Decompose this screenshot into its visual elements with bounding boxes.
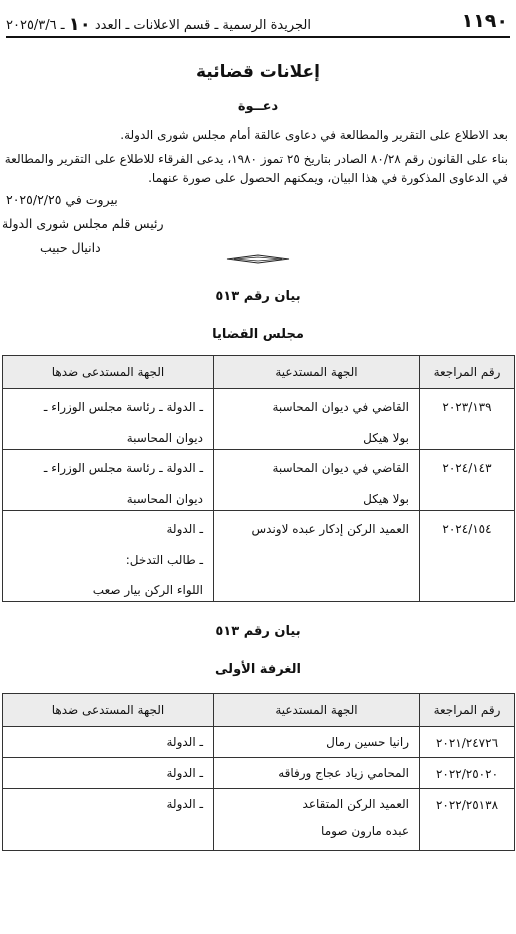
statement-1-table — [2, 355, 515, 602]
notice-body: بناء على القانون رقم ٨٠/٢٨ الصادر بتاريخ ٢٥ تموز ١٩٨٠، يدعى الفرقاء للاطلاع على التقرير والمطالعة في الدعاوى المذكورة في هذا البيان، ويمكنهم الحصول على صورة عنهما. — [4, 152, 508, 185]
table-header-row — [3, 694, 515, 727]
table-row — [3, 511, 515, 602]
respondent-cell — [3, 727, 214, 758]
respondent-cell — [3, 450, 214, 511]
column-header-respondent: الجهة المستدعى ضدها — [3, 356, 214, 389]
claimant-cell — [214, 758, 420, 789]
claimant-cell — [214, 511, 420, 602]
column-header-ref: رقم المراجعة — [420, 694, 515, 727]
claimant-cell — [214, 727, 420, 758]
statement-2-title: بيان رقم ٥١٣ — [215, 624, 301, 639]
issue-number: ١٠ — [68, 14, 91, 35]
running-header — [6, 10, 510, 38]
case-ref: ٢٠٢٢/٢٥١٣٨ — [420, 789, 515, 851]
section-title: إعلانات قضائية — [195, 62, 320, 82]
table-row — [3, 450, 515, 511]
issue-date: ـ ٢٠٢٥/٣/٦ — [6, 18, 65, 33]
case-ref: ٢٠٢٤/١٤٣ — [420, 450, 515, 511]
claimant-line: رانيا حسين رمال — [326, 735, 409, 749]
ornament-divider — [226, 254, 290, 264]
column-header-respondent: الجهة المستدعى ضدها — [3, 694, 214, 727]
table-row — [3, 758, 515, 789]
respondent-line: ـ الدولة — [166, 522, 203, 536]
column-header-claimant: الجهة المستدعية — [214, 694, 420, 727]
respondent-line: اللواء الركن بيار صعب — [92, 583, 203, 597]
statement-1-body: مجلس القضايا — [212, 327, 304, 342]
statement-2-table — [2, 693, 515, 851]
claimant-line: القاضي في ديوان المحاسبة — [272, 400, 409, 414]
respondent-line: ديوان المحاسبة — [126, 492, 203, 506]
claimant-cell — [214, 389, 420, 450]
table-row — [3, 389, 515, 450]
respondent-line: ديوان المحاسبة — [126, 431, 203, 445]
case-ref: ٢٠٢٤/١٥٤ — [420, 511, 515, 602]
column-header-claimant: الجهة المستدعية — [214, 356, 420, 389]
signer-title: رئيس قلم مجلس شورى الدولة — [2, 216, 164, 231]
notice-intro: بعد الاطلاع على التقرير والمطالعة في دعاوى عالقة أمام مجلس شورى الدولة. — [120, 128, 508, 142]
respondent-line: ـ الدولة — [166, 766, 203, 780]
claimant-line: بولا هيكل — [363, 492, 409, 506]
respondent-cell — [3, 789, 214, 851]
table-row — [3, 789, 515, 851]
gazette-title: الجريدة الرسمية ـ قسم الاعلانات ـ العدد — [94, 18, 311, 33]
respondent-line: ـ الدولة — [166, 797, 203, 811]
notice-heading: دعــوة — [237, 99, 279, 114]
signer-name: دانيال حبيب — [40, 240, 101, 255]
case-ref: ٢٠٢٢/٢٥٠٢٠ — [420, 758, 515, 789]
respondent-line: ـ الدولة ـ رئاسة مجلس الوزراء ـ — [43, 461, 203, 475]
case-ref: ٢٠٢١/٢٤٧٢٦ — [420, 727, 515, 758]
claimant-cell — [214, 789, 420, 851]
claimant-cell — [214, 450, 420, 511]
respondent-cell — [3, 511, 214, 602]
column-header-ref: رقم المراجعة — [420, 356, 515, 389]
case-ref: ٢٠٢٣/١٣٩ — [420, 389, 515, 450]
respondent-cell — [3, 758, 214, 789]
running-title — [6, 14, 311, 35]
claimant-line: القاضي في ديوان المحاسبة — [272, 461, 409, 475]
table-row — [3, 727, 515, 758]
claimant-line: بولا هيكل — [363, 431, 409, 445]
page-number: ١١٩٠ — [461, 10, 508, 32]
claimant-line: عبده مارون صوما — [321, 824, 409, 838]
claimant-line: المحامي زياد عجاج ورفاقه — [278, 766, 409, 780]
table-header-row — [3, 356, 515, 389]
respondent-line: ـ طالب التدخل: — [125, 553, 203, 567]
notice-place-date: بيروت في ٢٠٢٥/٢/٢٥ — [6, 192, 118, 207]
statement-2-body: الغرفة الأولى — [215, 662, 301, 677]
claimant-line: العميد الركن المتقاعد — [302, 797, 409, 811]
respondent-cell — [3, 389, 214, 450]
statement-1-title: بيان رقم ٥١٣ — [215, 289, 301, 304]
claimant-line: العميد الركن إدكار عبده لاوندس — [251, 522, 409, 536]
respondent-line: ـ الدولة ـ رئاسة مجلس الوزراء ـ — [43, 400, 203, 414]
respondent-line: ـ الدولة — [166, 735, 203, 749]
